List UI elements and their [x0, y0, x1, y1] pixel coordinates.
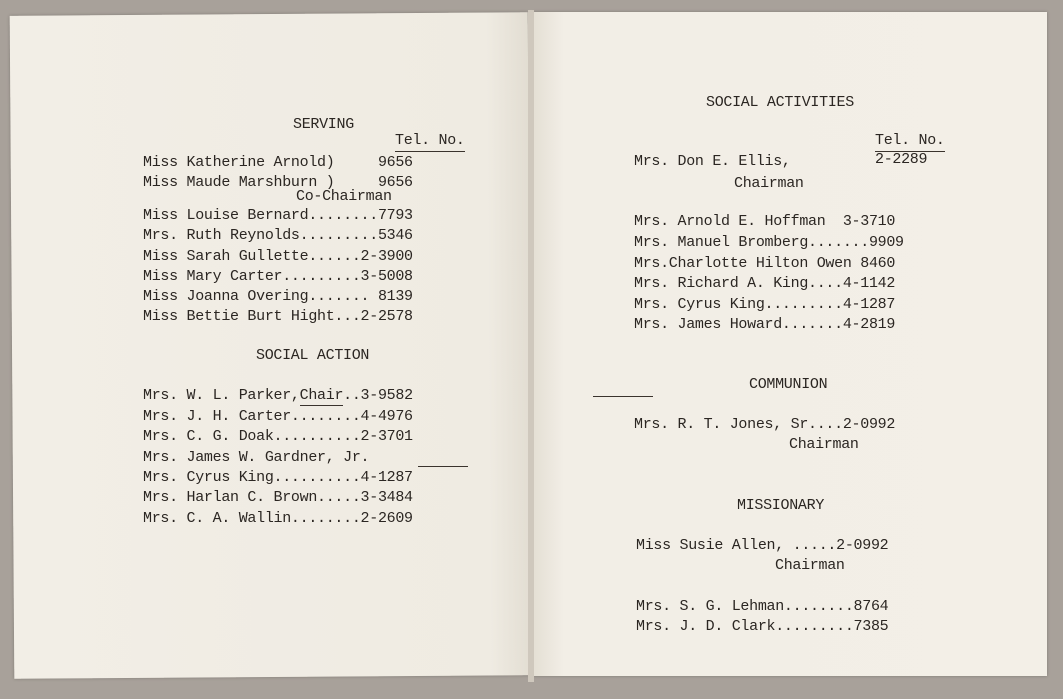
serving-tel-header: Tel. No. — [395, 132, 465, 152]
serving-cochairman-label: Co-Chairman — [296, 188, 392, 205]
social-action-entry: Mrs. J. H. Carter........4-4976 — [143, 408, 413, 425]
social-action-heading: SOCIAL ACTION — [256, 347, 370, 364]
missionary-member: Mrs. J. D. Clark.........7385 — [636, 618, 889, 635]
missionary-heading: MISSIONARY — [737, 497, 825, 514]
social-activities-entry: Mrs. Richard A. King....4-1142 — [634, 275, 896, 292]
serving-entry: Miss Bettie Burt Hight...2-2578 — [143, 308, 413, 325]
communion-chair-label: Chairman — [789, 436, 859, 453]
social-activities-chair-tel: 2-2289 — [875, 151, 928, 168]
missionary-member: Mrs. S. G. Lehman........8764 — [636, 598, 889, 615]
serving-entry: Miss Louise Bernard........7793 — [143, 207, 413, 224]
social-action-entry: Mrs. James W. Gardner, Jr. — [143, 449, 370, 466]
social-action-chair-name: Mrs. W. L. Parker, — [143, 387, 300, 404]
serving-entry: Miss Sarah Gullette......2-3900 — [143, 248, 413, 265]
serving-entry: Miss Joanna Overing....... 8139 — [143, 288, 413, 305]
serving-entry: Mrs. Ruth Reynolds.........5346 — [143, 227, 413, 244]
social-activities-chair-name: Mrs. Don E. Ellis, — [634, 153, 791, 170]
social-activities-tel-header: Tel. No. — [875, 132, 945, 152]
blank-phone-line — [418, 466, 468, 467]
social-action-chair-tel: ..3-9582 — [343, 387, 413, 404]
missionary-chair-label: Chairman — [775, 557, 845, 574]
book-spine — [528, 10, 534, 682]
blank-line — [593, 396, 653, 397]
social-action-chair-row — [143, 387, 413, 405]
communion-entry: Mrs. R. T. Jones, Sr....2-0992 — [634, 416, 896, 433]
social-activities-entry: Mrs. Manuel Bromberg.......9909 — [634, 234, 904, 251]
social-activities-entry: Mrs. Arnold E. Hoffman 3-3710 — [634, 213, 896, 230]
social-action-entry: Mrs. C. A. Wallin........2-2609 — [143, 510, 413, 527]
social-activities-chair-label: Chairman — [734, 175, 804, 192]
social-action-entry: Mrs. Harlan C. Brown.....3-3484 — [143, 489, 413, 506]
social-activities-entry: Mrs. James Howard.......4-2819 — [634, 316, 896, 333]
serving-entry: Miss Maude Marshburn ) 9656 — [143, 174, 413, 191]
serving-entry: Miss Mary Carter.........3-5008 — [143, 268, 413, 285]
communion-heading: COMMUNION — [749, 376, 828, 393]
left-page — [10, 12, 533, 679]
social-activities-entry: Mrs.Charlotte Hilton Owen 8460 — [634, 255, 896, 272]
social-action-entry: Mrs. C. G. Doak..........2-3701 — [143, 428, 413, 445]
social-activities-heading: SOCIAL ACTIVITIES — [706, 94, 854, 111]
serving-heading: SERVING — [293, 116, 354, 133]
missionary-entry: Miss Susie Allen, .....2-0992 — [636, 537, 889, 554]
social-activities-entry: Mrs. Cyrus King.........4-1287 — [634, 296, 896, 313]
social-action-entry: Mrs. Cyrus King..........4-1287 — [143, 469, 413, 486]
serving-entry: Miss Katherine Arnold) 9656 — [143, 154, 413, 171]
social-action-chair-label: Chair — [299, 387, 344, 404]
